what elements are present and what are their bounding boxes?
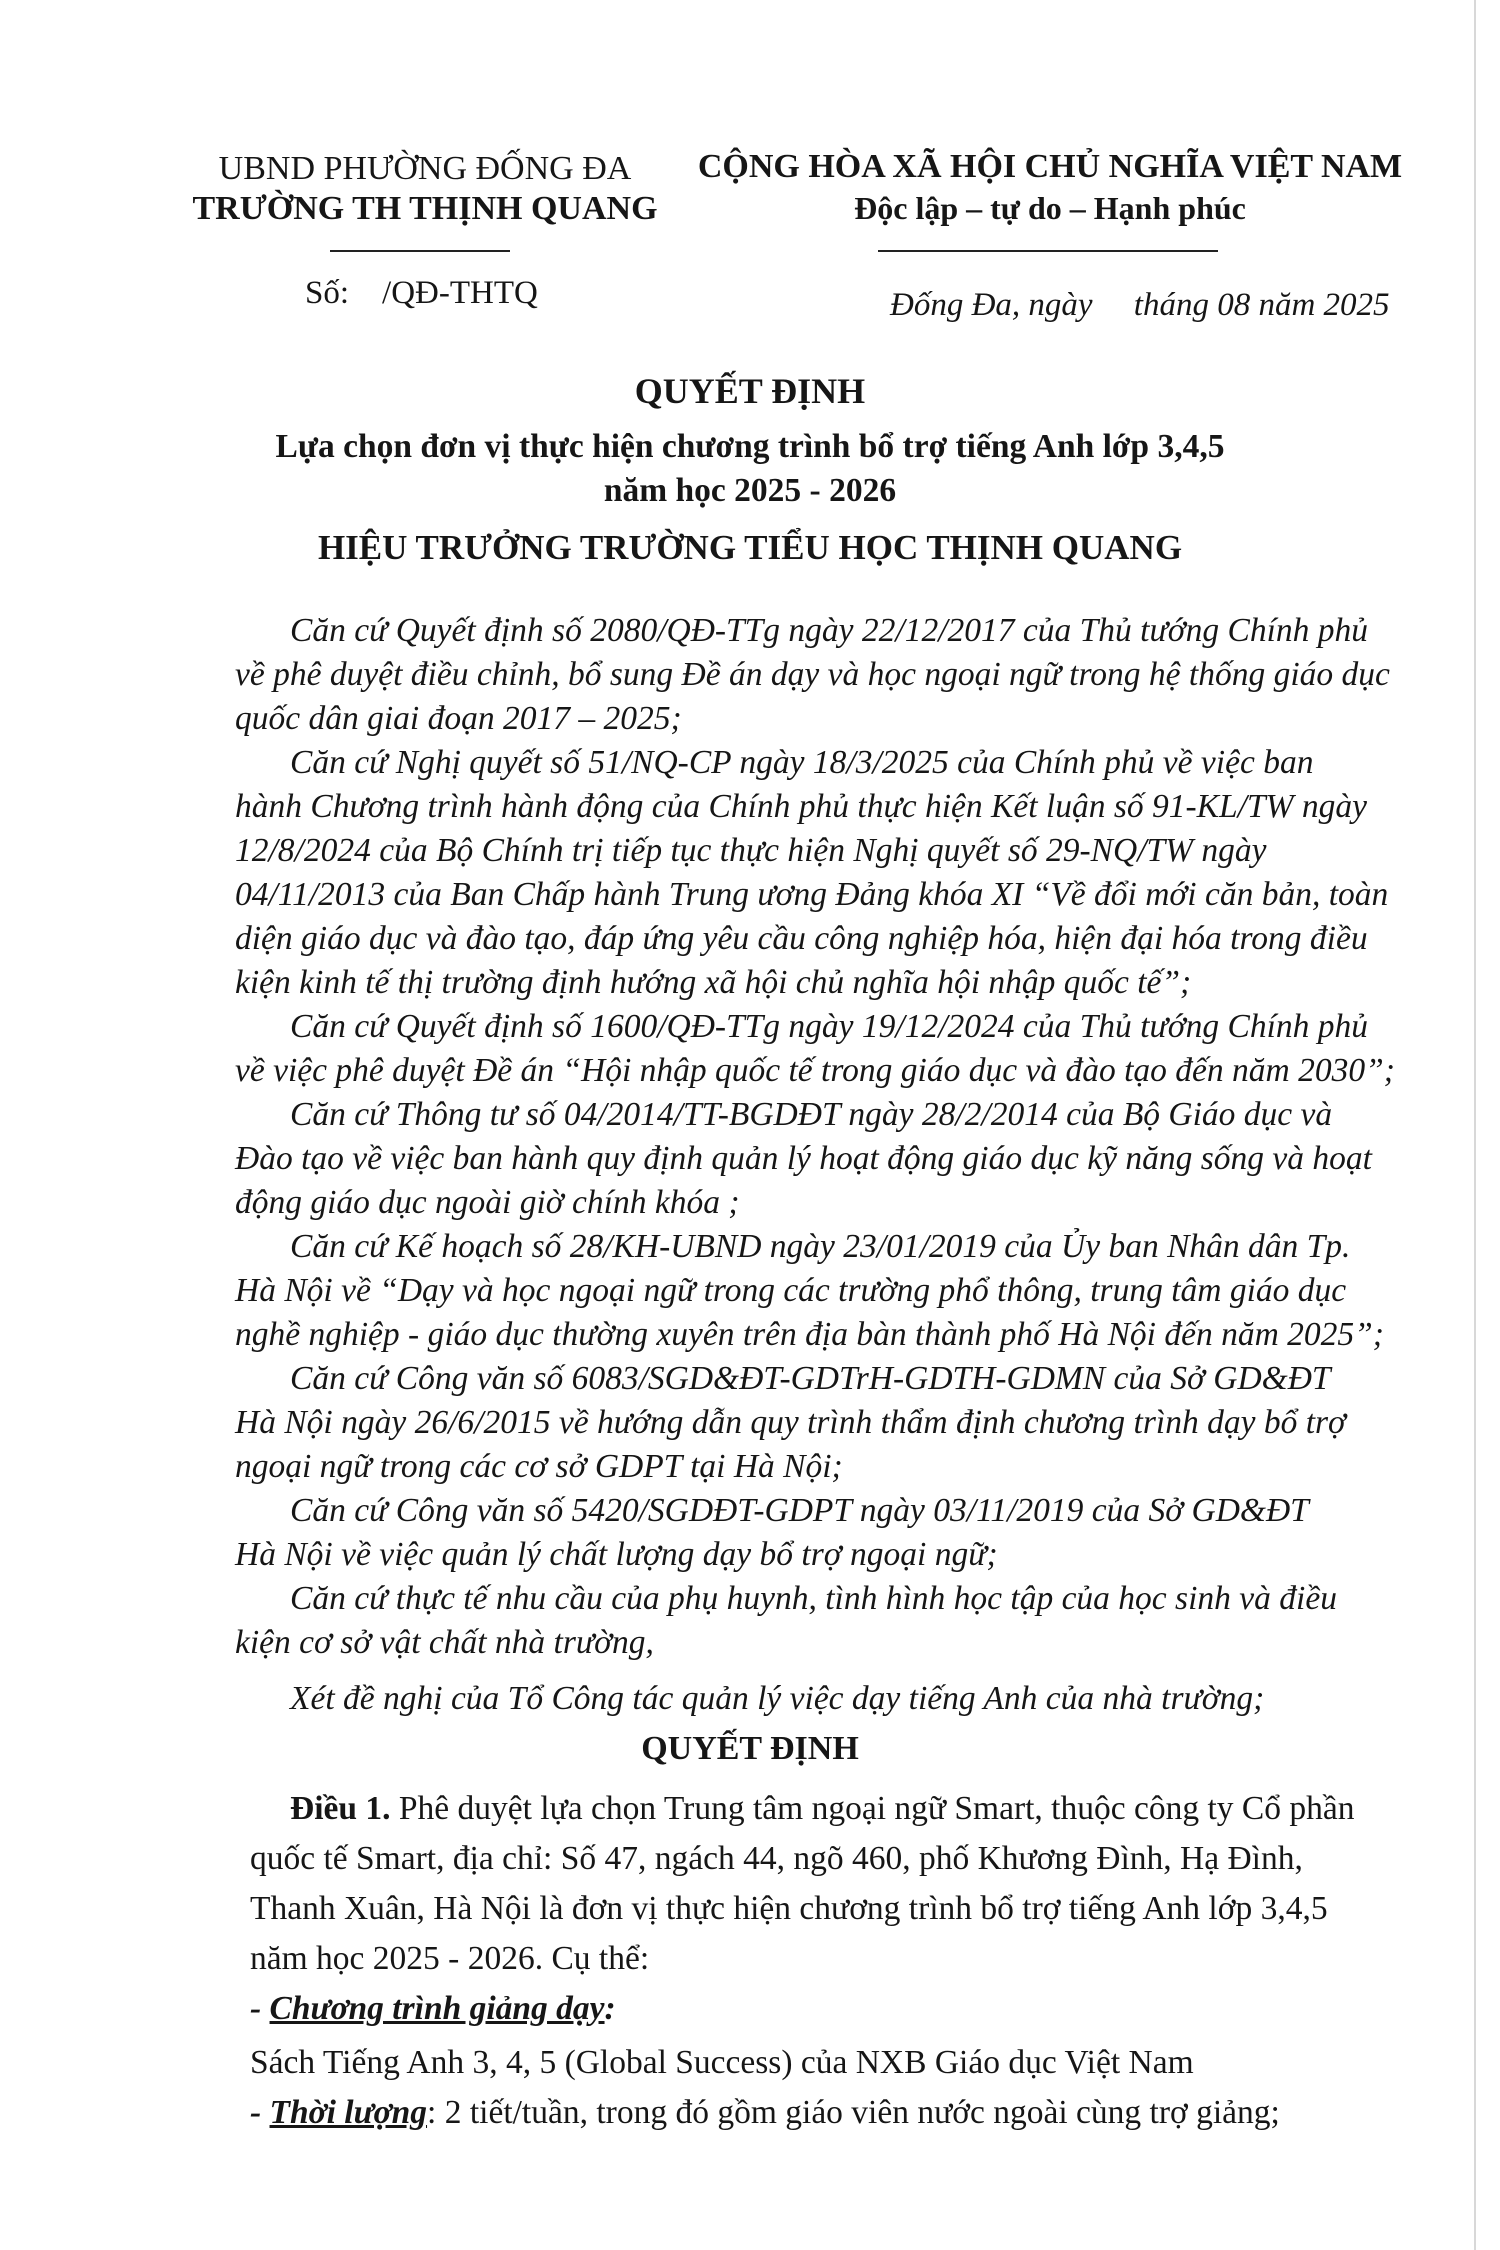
- decision-heading: QUYẾT ĐỊNH: [641, 1730, 859, 1767]
- preamble-line: Căn cứ Quyết định số 1600/QĐ-TTg ngày 19/12/2024 của Thủ tướng Chính phủ: [290, 1008, 1369, 1045]
- preamble-line: Căn cứ Nghị quyết số 51/NQ-CP ngày 18/3/2025 của Chính phủ về việc ban: [290, 744, 1314, 781]
- national-motto: Độc lập – tự do – Hạnh phúc: [854, 190, 1246, 226]
- duration-label: Thời lượng: [269, 2094, 428, 2131]
- header-right-rule: [878, 250, 1218, 252]
- preamble-line: kiện cơ sở vật chất nhà trường,: [235, 1624, 654, 1661]
- program-item: [250, 1990, 1360, 2028]
- preamble-line: nghề nghiệp - giáo dục thường xuyên trên địa bàn thành phố Hà Nội đến năm 2025”;: [235, 1316, 1384, 1353]
- preamble-line: về phê duyệt điều chỉnh, bổ sung Đề án dạy và học ngoại ngữ trong hệ thống giáo dục: [235, 656, 1390, 693]
- duration-item: [250, 2094, 1360, 2132]
- document-subject: Lựa chọn đơn vị thực hiện chương trình bổ trợ tiếng Anh lớp 3,4,5: [275, 428, 1225, 465]
- preamble-line: Căn cứ Công văn số 5420/SGDĐT-GDPT ngày 03/11/2019 của Sở GD&ĐT: [290, 1492, 1309, 1529]
- national-title: CỘNG HÒA XÃ HỘI CHỦ NGHĨA VIỆT NAM: [697, 148, 1403, 185]
- preamble-line: về việc phê duyệt Đề án “Hội nhập quốc tế trong giáo dục và đào tạo đến năm 2030”;: [235, 1052, 1395, 1089]
- preamble-line: Đào tạo về việc ban hành quy định quản lý hoạt động giáo dục kỹ năng sống và hoạt: [235, 1140, 1372, 1177]
- document-subject-year: năm học 2025 - 2026: [603, 472, 897, 509]
- preamble-line: Căn cứ Kế hoạch số 28/KH-UBND ngày 23/01/2019 của Ủy ban Nhân dân Tp.: [290, 1228, 1351, 1265]
- preamble-line: Hà Nội về việc quản lý chất lượng dạy bổ trợ ngoại ngữ;: [235, 1536, 998, 1573]
- scan-edge: [1474, 0, 1476, 2250]
- duration-value: : 2 tiết/tuần, trong đó gồm giáo viên nước ngoài cùng trợ giảng;: [427, 2094, 1280, 2131]
- preamble-line: kiện kinh tế thị trường định hướng xã hội chủ nghĩa hội nhập quốc tế”;: [235, 964, 1192, 1001]
- preamble-line: động giáo dục ngoài giờ chính khóa ;: [235, 1184, 740, 1221]
- preamble-line: 04/11/2013 của Ban Chấp hành Trung ương Đảng khóa XI “Về đổi mới căn bản, toàn: [235, 876, 1389, 913]
- preamble-line: hành Chương trình hành động của Chính phủ thực hiện Kết luận số 91-KL/TW ngày: [235, 788, 1367, 825]
- preamble-line: Hà Nội ngày 26/6/2015 về hướng dẫn quy trình thẩm định chương trình dạy bổ trợ: [235, 1404, 1346, 1441]
- program-label: Chương trình giảng dạy: [269, 1990, 605, 2027]
- preamble-line: quốc dân giai đoạn 2017 – 2025;: [235, 700, 682, 737]
- article-1-label: Điều 1.: [290, 1790, 391, 1827]
- document-date: Đống Đa, ngày tháng 08 năm 2025: [890, 287, 1390, 323]
- preamble-line: 12/8/2024 của Bộ Chính trị tiếp tục thực hiện Nghị quyết số 29-NQ/TW ngày: [235, 832, 1267, 869]
- preamble-line: ngoại ngữ trong các cơ sở GDPT tại Hà Nội;: [235, 1448, 843, 1485]
- school-name: TRƯỜNG TH THỊNH QUANG: [192, 190, 658, 227]
- preamble-line: Căn cứ Quyết định số 2080/QĐ-TTg ngày 22/12/2017 của Thủ tướng Chính phủ: [290, 612, 1369, 649]
- program-dash: -: [250, 1990, 270, 2027]
- preamble-line: Hà Nội về “Dạy và học ngoại ngữ trong các trường phổ thông, trung tâm giáo dục: [235, 1272, 1347, 1309]
- document-number: Số: /QĐ-THTQ: [305, 275, 538, 311]
- preamble-line: Căn cứ Thông tư số 04/2014/TT-BGDĐT ngày 28/2/2014 của Bộ Giáo dục và: [290, 1096, 1333, 1133]
- proposal-line: Xét đề nghị của Tổ Công tác quản lý việc dạy tiếng Anh của nhà trường;: [290, 1680, 1265, 1717]
- article-1-line: [290, 1790, 1400, 1828]
- article-1-line: năm học 2025 - 2026. Cụ thể:: [250, 1940, 650, 1977]
- issuing-authority: UBND PHƯỜNG ĐỐNG ĐA: [218, 150, 632, 187]
- program-value: Sách Tiếng Anh 3, 4, 5 (Global Success) của NXB Giáo dục Việt Nam: [250, 2044, 1194, 2081]
- program-colon: :: [604, 1990, 616, 2027]
- header-left-rule: [330, 250, 510, 252]
- article-1-line: quốc tế Smart, địa chỉ: Số 47, ngách 44, ngõ 460, phố Khương Đình, Hạ Đình,: [250, 1840, 1303, 1877]
- duration-dash: -: [250, 2094, 270, 2131]
- article-1-text: Phê duyệt lựa chọn Trung tâm ngoại ngữ Smart, thuộc công ty Cổ phần: [390, 1790, 1355, 1827]
- preamble-line: Căn cứ Công văn số 6083/SGD&ĐT-GDTrH-GDTH-GDMN của Sở GD&ĐT: [290, 1360, 1331, 1397]
- article-1-line: Thanh Xuân, Hà Nội là đơn vị thực hiện chương trình bổ trợ tiếng Anh lớp 3,4,5: [250, 1890, 1328, 1927]
- document-title: QUYẾT ĐỊNH: [634, 371, 866, 411]
- authority-title: HIỆU TRƯỞNG TRƯỜNG TIỂU HỌC THỊNH QUANG: [317, 528, 1183, 567]
- preamble-line: diện giáo dục và đào tạo, đáp ứng yêu cầu công nghiệp hóa, hiện đại hóa trong điều: [235, 920, 1368, 957]
- preamble-line: Căn cứ thực tế nhu cầu của phụ huynh, tình hình học tập của học sinh và điều: [290, 1580, 1337, 1617]
